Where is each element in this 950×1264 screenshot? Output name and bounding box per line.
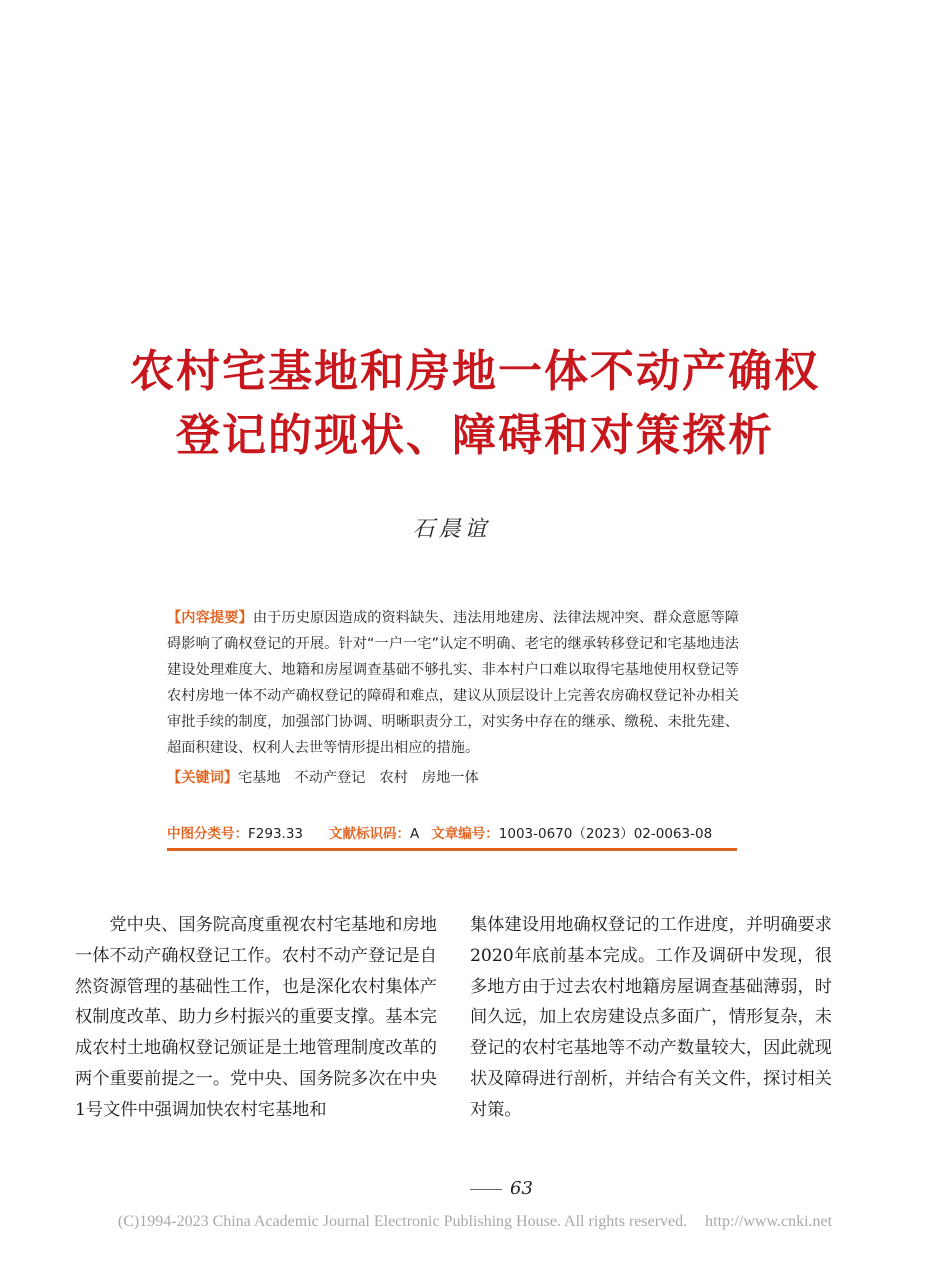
article-number-value: 1003-0670（2023）02-0063-08	[498, 826, 713, 842]
page-number-rule	[470, 1189, 502, 1190]
body-column-right	[470, 910, 832, 1126]
keyword-item: 农村	[379, 770, 408, 786]
keyword-item: 宅基地	[237, 770, 281, 786]
keywords-label: 【关键词】	[167, 770, 238, 786]
body-paragraph: 集体建设用地确权登记的工作进度，并明确要求2020年底前基本完成。工作及调研中发现，很多地方由于过去农村地籍房屋调查基础薄弱，时间久远，加上农房建设点多面广，情形复杂，未登记的农村宅基地等不动产数量较大，因此就现状及障碍进行剖析，并结合有关文件，探讨相关对策。	[470, 915, 832, 1120]
doc-code-value: A	[410, 826, 420, 842]
keywords	[167, 765, 739, 791]
clc-value: F293.33	[248, 826, 304, 842]
body-column-left	[75, 910, 437, 1126]
footer-url[interactable]: http://www.cnki.net	[705, 1213, 833, 1230]
keyword-item: 房地一体	[421, 770, 479, 786]
page-number	[470, 1178, 533, 1199]
body-paragraph: 党中央、国务院高度重视农村宅基地和房地一体不动产确权登记工作。农村不动产登记是自然资源管理的基础性工作，也是深化农村集体产权制度改革、助力乡村振兴的重要支撑。基本完成农村土地确权登记颁证是土地管理制度改革的两个重要前提之一。党中央、国务院多次在中央1号文件中强调加快农村宅基地和	[75, 915, 437, 1120]
clc-label: 中图分类号：	[167, 826, 248, 842]
classification-line	[167, 822, 737, 851]
keyword-item: 不动产登记	[294, 770, 366, 786]
abstract-label: 【内容提要】	[167, 610, 253, 626]
title-line-1: 农村宅基地和房地一体不动产确权	[130, 346, 820, 397]
article-number-label: 文章编号：	[431, 826, 499, 842]
doc-code-label: 文献标识码：	[329, 826, 411, 842]
article-title	[60, 340, 890, 468]
copyright-footer	[0, 1213, 950, 1231]
title-line-2: 登记的现状、障碍和对策探析	[176, 410, 774, 461]
page-number-value: 63	[510, 1178, 533, 1199]
author-name: 石晨谊	[412, 517, 491, 542]
copyright-text: (C)1994-2023 China Academic Journal Electronic Publishing House. All rights reserved.	[117, 1213, 688, 1230]
abstract	[167, 605, 739, 761]
abstract-text: 由于历史原因造成的资料缺失、违法用地建房、法律法规冲突、群众意愿等障碍影响了确权登记的开展。针对“一户一宅”认定不明确、老宅的继承转移登记和宅基地违法建设处理难度大、地籍和房屋调查基础不够扎实、非本村户口难以取得宅基地使用权登记等农村房地一体不动产确权登记的障碍和难点，建议从顶层设计上完善农房确权登记补办相关审批手续的制度，加强部门协调、明晰职责分工，对实务中存在的继承、缴税、未批先建、超面积建设、权利人去世等情形提出相应的措施。	[167, 610, 739, 756]
